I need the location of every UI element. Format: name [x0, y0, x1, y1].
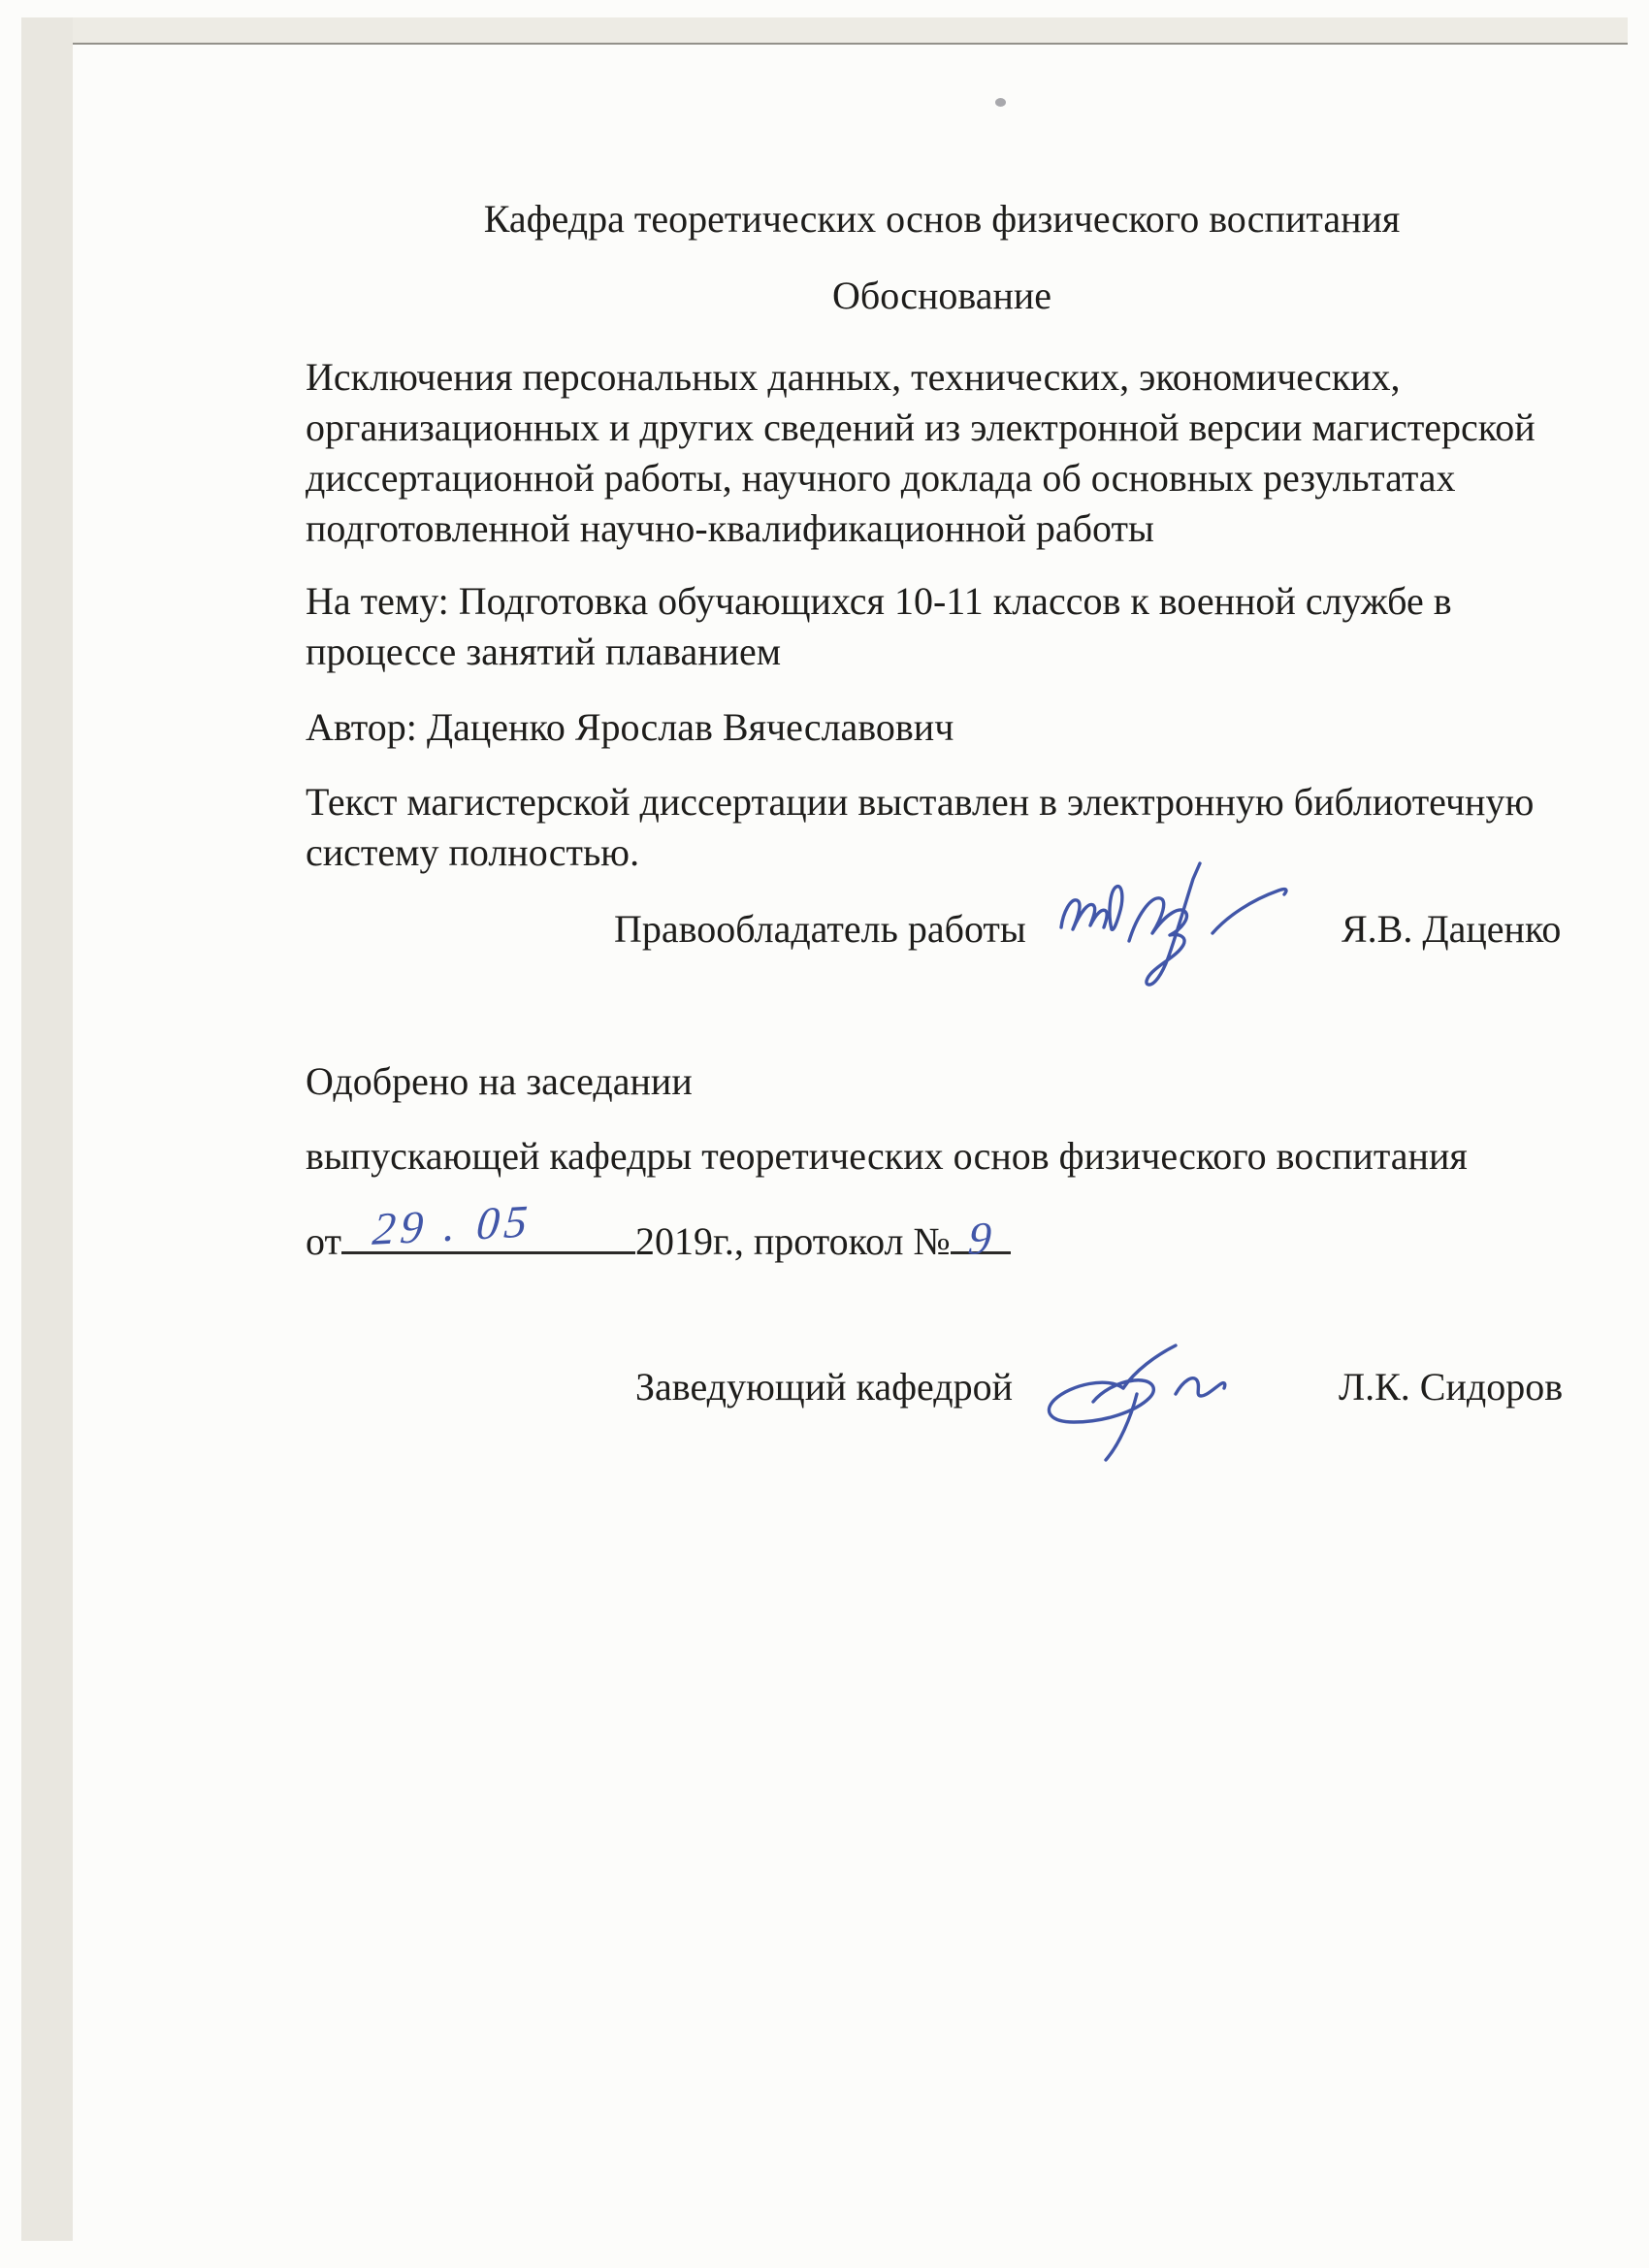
- text-line: диссертационной работы, научного доклада об основных результатах: [306, 456, 1456, 500]
- handwritten-protocol-number: 9: [965, 1213, 998, 1265]
- text-line: Исключения персональных данных, технических, экономических,: [306, 355, 1401, 399]
- date-blank: [341, 1196, 635, 1255]
- scan-edge-left: [21, 17, 73, 2241]
- protocol-number-blank: [951, 1213, 1011, 1265]
- library-paragraph: [306, 777, 1534, 878]
- scan-dust-speck: [995, 98, 1006, 107]
- text-line: Текст магистерской диссертации выставлен в электронную библиотечную: [306, 780, 1535, 824]
- handwritten-date: 29 . 05: [370, 1196, 534, 1255]
- scan-edge-top: [21, 17, 1628, 45]
- rightsholder-name: Я.В. Даценко: [1342, 907, 1562, 951]
- department-head-label: Заведующий кафедрой: [635, 1365, 1014, 1409]
- text-line: систему полностью.: [306, 830, 640, 874]
- text-line: организационных и других сведений из электронной версии магистерской: [306, 405, 1536, 449]
- rightsholder-label: Правообладатель работы: [614, 907, 1026, 951]
- protocol-date-line: [306, 1196, 1011, 1267]
- approved-line-1: Одобрено на заседании: [306, 1059, 693, 1103]
- rightsholder-signature: [1048, 856, 1295, 991]
- date-prefix: от: [306, 1219, 341, 1263]
- text-line: На тему: Подготовка обучающихся 10-11 классов к военной службе в: [306, 579, 1452, 623]
- text-line: процессе занятий плаванием: [306, 630, 782, 673]
- topic-paragraph: [306, 576, 1452, 677]
- department-head-name: Л.К. Сидоров: [1339, 1365, 1564, 1409]
- date-suffix: 2019г., протокол №: [634, 1219, 951, 1263]
- justification-heading: Обоснование: [831, 274, 1052, 317]
- exclusion-paragraph: [306, 352, 1536, 554]
- author-line: Автор: Даценко Ярослав Вячеславович: [306, 705, 954, 749]
- text-line: подготовленной научно-квалификационной работы: [306, 506, 1154, 550]
- approved-line-2: выпускающей кафедры теоретических основ физического воспитания: [306, 1134, 1468, 1178]
- department-title: Кафедра теоретических основ физического воспитания: [483, 197, 1401, 241]
- department-head-signature: [1030, 1334, 1239, 1470]
